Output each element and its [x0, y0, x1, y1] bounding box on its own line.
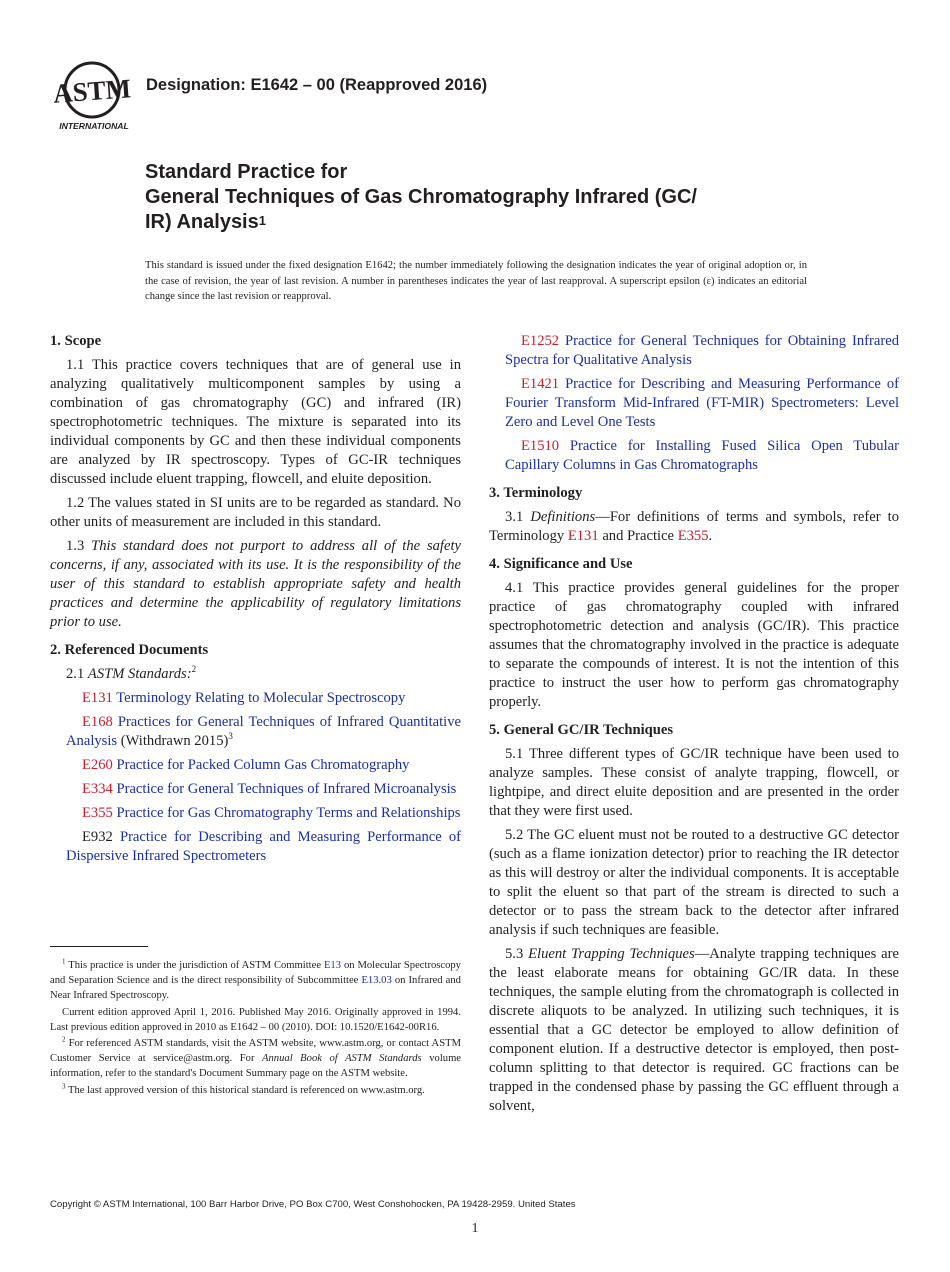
scope-para-3-text: This standard does not purport to address all of the safety concerns, if any, associated with its use. It is the responsibility of the user of this standard to establish appropriate safety and health practices and determine the applicability of regulatory limitations prior to use. [50, 538, 461, 630]
techniques-para-3 [489, 945, 899, 1116]
footnote-3 [50, 1083, 461, 1098]
section-heading-scope: 1. Scope [50, 333, 102, 349]
footnote-2-italic: Annual Book of ASTM Standards [262, 1053, 422, 1065]
terminology-label: Definitions [530, 509, 596, 525]
reference-code-link[interactable]: E1252 [521, 333, 560, 349]
issuance-notice: This standard is issued under the fixed designation E1642; the number immediately following the designation indicates the year of original adoption or, in the case of revision, the year of last revision. A number in parentheses indicates the year of last reapproval. A superscript epsilon (ε) indicates an editorial change since the last revision or reapproval. [145, 260, 807, 302]
scope-para-2: 1.2 The values stated in SI units are to be regarded as standard. No other units of measurement are included in this standard. [50, 495, 461, 530]
reference-item [489, 332, 899, 370]
footnote-2-text-a: For referenced ASTM standards, visit the ASTM website, www.astm.org, or contact ASTM Customer Service at service@astm.org. For [50, 1038, 461, 1065]
scope-para-1: 1.1 This practice covers techniques that are of general use in analyzing qualitatively multicomponent samples by using a combination of gas chromatography (GC) and infrared (IR) spectrophotometric techniques. The mixture is separated into its individual components by GC and then these individual components are analyzed by IR spectroscopy. Types of GC-IR techniques discussed include eluent trapping, flowcell, and eluite deposition. [50, 357, 461, 487]
page-number: 1 [471, 1220, 479, 1235]
terminology-ref-link[interactable]: E131 [567, 528, 599, 544]
reference-title-link[interactable]: Practices for General Techniques of Infrared Quantitative Analysis [66, 714, 461, 749]
footnote-1-text-b: on Molecular Spectroscopy and Separation Science and is the direct responsibility of Subcommittee [50, 960, 461, 987]
svg-text:ASTM: ASTM [52, 73, 133, 109]
terminology-num: 3.1 [505, 509, 524, 525]
section-heading-referenced: 2. Referenced Documents [50, 642, 209, 658]
reference-item [50, 804, 461, 823]
footnote-3-text: The last approved version of this historical standard is referenced on www.astm.org. [67, 1084, 425, 1096]
reference-item [50, 756, 461, 775]
reference-item [489, 375, 899, 432]
section-heading-significance: 4. Significance and Use [489, 556, 633, 572]
reference-title-link[interactable]: Practice for Describing and Measuring Performance of Fourier Transform Mid-Infrared (FT-MIR) Spectrometers: Level Zero and Level One Tests [505, 376, 899, 430]
title-footnote-mark[interactable]: 1 [258, 213, 266, 228]
scope-para-3-num: 1.3 [66, 538, 85, 554]
reference-title-link[interactable]: Practice for General Techniques for Obtaining Infrared Spectra for Qualitative Analysis [505, 333, 899, 368]
reference-code-link[interactable]: E260 [82, 757, 113, 773]
reference-code-link[interactable]: E355 [82, 805, 113, 821]
title-line-3-text: IR) Analysis [145, 211, 259, 233]
subheading-num: 2.1 [66, 666, 85, 682]
reference-title-link[interactable]: Terminology Relating to Molecular Spectroscopy [116, 690, 406, 706]
reference-code-link[interactable]: E1421 [521, 376, 560, 392]
terminology-ref-link[interactable]: E355 [677, 528, 709, 544]
astm-standards-subheading [50, 665, 461, 684]
terminology-para [489, 508, 899, 546]
footnote-1-text-c: on Infrared and Near Infrared Spectroscopy. [50, 975, 461, 1002]
reference-title-link[interactable]: Practice for Installing Fused Silica Open Tubular Capillary Columns in Gas Chromatographs [505, 438, 899, 473]
reference-item [50, 713, 461, 751]
scope-para-3 [50, 537, 461, 632]
reference-footnote-mark[interactable]: 3 [228, 731, 233, 742]
reference-note: (Withdrawn 2015) [120, 733, 229, 749]
reference-list-continued [489, 332, 899, 475]
svg-text:INTERNATIONAL: INTERNATIONAL [59, 121, 129, 131]
techniques-para-3-text: —Analyte trapping techniques are the least elaborate means for obtaining GC/IR data. In these techniques, the sample eluting from the chromatograph is collected in discrete aliquots to be analyzed. In utilizing such techniques, it is essential that a GC detector be employed to allow definition of component elution. If a destructive detector is employed, then post-column splitting to that detector is required. GC fractions can be trapped in the condensed phase by passing the GC effluent through a solvent, [489, 946, 899, 1114]
designation: Designation: E1642 – 00 (Reapproved 2016) [146, 76, 488, 94]
techniques-para-1: 5.1 Three different types of GC/IR technique have been used to analyze samples. These consist of analyte trapping, flowcell, or lightpipe, and direct eluite deposition and are presented in the order that they were first used. [489, 746, 899, 819]
footnote-2 [50, 1036, 461, 1082]
title-line-1: Standard Practice for [145, 161, 348, 183]
techniques-para-2: 5.2 The GC eluent must not be routed to a destructive GC detector (such as a flame ionization detector) prior to reaching the IR detector as this will destroy or alter the individual components. It is acceptable to split the eluent so that part of the stream is directed to such a detector or to pass the stream back to the detector after infrared analysis if such techniques are feasible. [489, 827, 899, 938]
title-line-2: General Techniques of Gas Chromatography Infrared (GC/ [145, 186, 697, 208]
committee-link[interactable]: E13 [323, 960, 342, 971]
significance-para-1: 4.1 This practice provides general guidelines for the proper practice of gas chromatography coupled with infrared spectrophotometric detection and analysis (GC/IR). This practice assumes that the chromatography involved in the practice is adequate to separate the compounds of interest. It is not the intention of this practice to instruct the user how to perform gas chromatography properly. [489, 580, 899, 710]
footnote-2-mark: 2 [62, 1035, 66, 1044]
footnote-1-mark: 1 [62, 957, 66, 966]
reference-title-link[interactable]: Practice for Describing and Measuring Performance of Dispersive Infrared Spectrometers [66, 829, 461, 864]
reference-item [50, 828, 461, 866]
page-title [145, 160, 865, 235]
reference-item [50, 689, 461, 708]
terminology-text-b: and Practice [602, 528, 675, 544]
techniques-para-3-num: 5.3 [505, 946, 524, 962]
subheading-footnote-mark[interactable]: 2 [191, 664, 197, 675]
footnote-1-text-a: This practice is under the jurisdiction of ASTM Committee [68, 960, 322, 971]
footnote-3-mark: 3 [62, 1082, 66, 1091]
terminology-text-c: . [708, 528, 713, 544]
reference-item [489, 437, 899, 475]
title-line-3 [145, 210, 865, 235]
reference-title-link[interactable]: Practice for General Techniques of Infrared Microanalysis [116, 781, 457, 797]
copyright-notice: Copyright © ASTM International, 100 Barr Harbor Drive, PO Box C700, West Conshohocken, PA 19428-2959. United States [50, 1199, 576, 1210]
reference-code-link[interactable]: E168 [82, 714, 113, 730]
reference-code-link[interactable]: E334 [82, 781, 113, 797]
subheading-label: ASTM Standards: [87, 666, 192, 682]
astm-logo [52, 58, 136, 134]
reference-title-link[interactable]: Practice for Packed Column Gas Chromatography [116, 757, 410, 773]
reference-title-link[interactable]: Practice for Gas Chromatography Terms and Relationships [116, 805, 461, 821]
astm-logo-graphic [52, 58, 136, 134]
edition-note: Current edition approved April 1, 2016. Published May 2016. Originally approved in 1994. Last previous edition approved in 2010 as E1642 – 00 (2010). DOI: 10.1520/E1642-00R16. [50, 1006, 461, 1033]
section-heading-techniques: 5. General GC/IR Techniques [489, 722, 674, 738]
left-column [50, 332, 461, 875]
reference-code-link[interactable]: E131 [82, 690, 113, 706]
footnote-2-text-b: volume information, refer to the standard's Document Summary page on the ASTM website. [50, 1053, 462, 1080]
terminology-text-a: —For definitions of terms and symbols, refer to Terminology [489, 509, 899, 544]
reference-code-link[interactable]: E1510 [521, 438, 560, 454]
footnotes [50, 958, 461, 1099]
techniques-para-3-label: Eluent Trapping Techniques [528, 946, 695, 962]
section-heading-terminology: 3. Terminology [489, 485, 583, 501]
reference-list [50, 665, 461, 866]
reference-item [50, 780, 461, 799]
right-column [489, 332, 899, 1121]
reference-code: E932 [82, 829, 113, 845]
subcommittee-link[interactable]: E13.03 [361, 975, 392, 987]
footnote-divider [50, 946, 148, 947]
footnote-1 [50, 958, 461, 1004]
